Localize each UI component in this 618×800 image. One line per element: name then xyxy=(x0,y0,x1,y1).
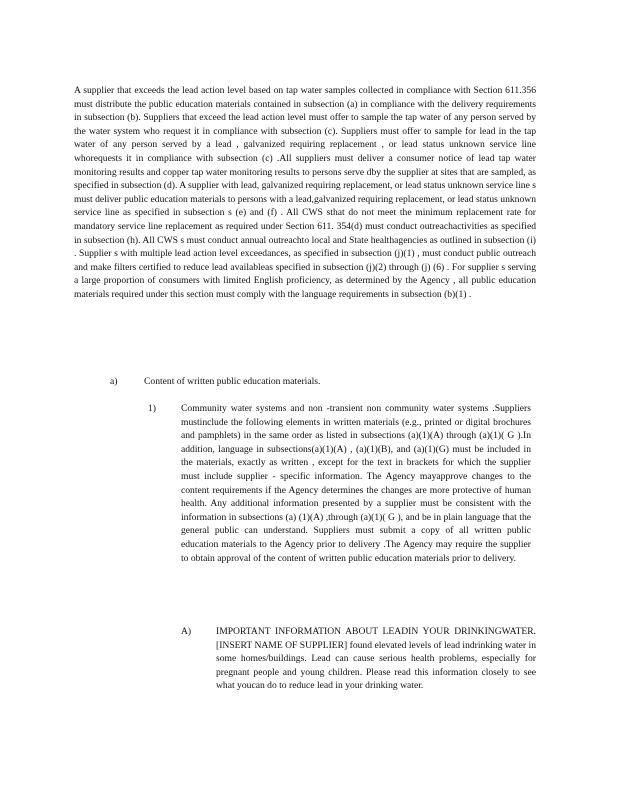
subsection-A-text: IMPORTANT INFORMATION ABOUT LEADIN YOUR DRINKINGWATER. [INSERT NAME OF SUPPLIER] found elevated levels of lead indrinking water in some homes/buildings. Lead can cause serious health problems, especially for pregnant people and young children. Please read this information closely to see what youcan do to reduce lead in your drinking water. xyxy=(216,626,536,692)
section-a-label: a) xyxy=(110,376,118,387)
section-a-title: Content of written public education materials. xyxy=(144,376,321,387)
subsection-A-label: A) xyxy=(181,626,192,637)
subsection-1-label: 1) xyxy=(148,403,156,414)
intro-paragraph: A supplier that exceeds the lead action level based on tap water samples collected in compliance with Section 611.356 must distribute the public education materials contained in subsection (a) in compliance with the delivery requirements in subsection (b). Suppliers that exceed the lead action level must offer to sample the tap water of any person served by the water system who request it in compliance with subsection (c). Suppliers must offer to sample for lead in the tap water of any person served by a lead , galvanized requiring replacement , or lead status unknown service line whorequests it in compliance with subsection (c) .All suppliers must deliver a consumer notice of lead tap water monitoring results and copper tap water monitoring results to persons serve dby the supplier at sites that are sampled, as specified in subsection (d). A supplier with lead, galvanized requiring replacement, or lead status unknown service line s must deliver public education materials to persons with a lead,galvanized requiring replacement, or lead status unknown service line as specified in subsection s (e) and (f) . All CWS sthat do not meet the minimum replacement rate for mandatory service line replacement as required under Section 611. 354(d) must conduct outreachactivities as specified in subsection (h). All CWS s must conduct annual outreachto local and State healthagencies as outlined in subsection (i) . Supplier s with multiple lead action level exceedances, as specified in subsection (j)(1) , must conduct public outreach and make filters certified to reduce lead availableas specified in subsection (j)(2) through (j) (6) . For supplier s serving a large proportion of consumers with limited English proficiency, as determined by the Agency , all public education materials required under this section must comply with the language requirements in subsection (b)(1) . xyxy=(74,85,536,300)
subsection-1-text: Community water systems and non -transient non community water systems .Suppliers mustinclude the following elements in written materials (e.g., printed or digital brochures and pamphlets) in the same order as listed in subsections (a)(1)(A) through (a)(1)( G ).In addition, language in subsections(a)(1)(A) , (a)(1)(B), and (a)(1)(G) must be included in the materials, exactly as written , except for the text in brackets for which the supplier must include supplier - specific information. The Agency mayapprove changes to the content requirements if the Agency determines the changes are more protective of human health. Any additional information presented by a supplier must be consistent with the information in subsections (a) (1)(A) ,through (a)(1)( G ), and be in plain language that the general public can understand. Suppliers must submit a copy of all written public education materials to the Agency prior to delivery .The Agency may require the supplier to obtain approval of the content of written public education materials prior to delivery. xyxy=(181,403,531,564)
